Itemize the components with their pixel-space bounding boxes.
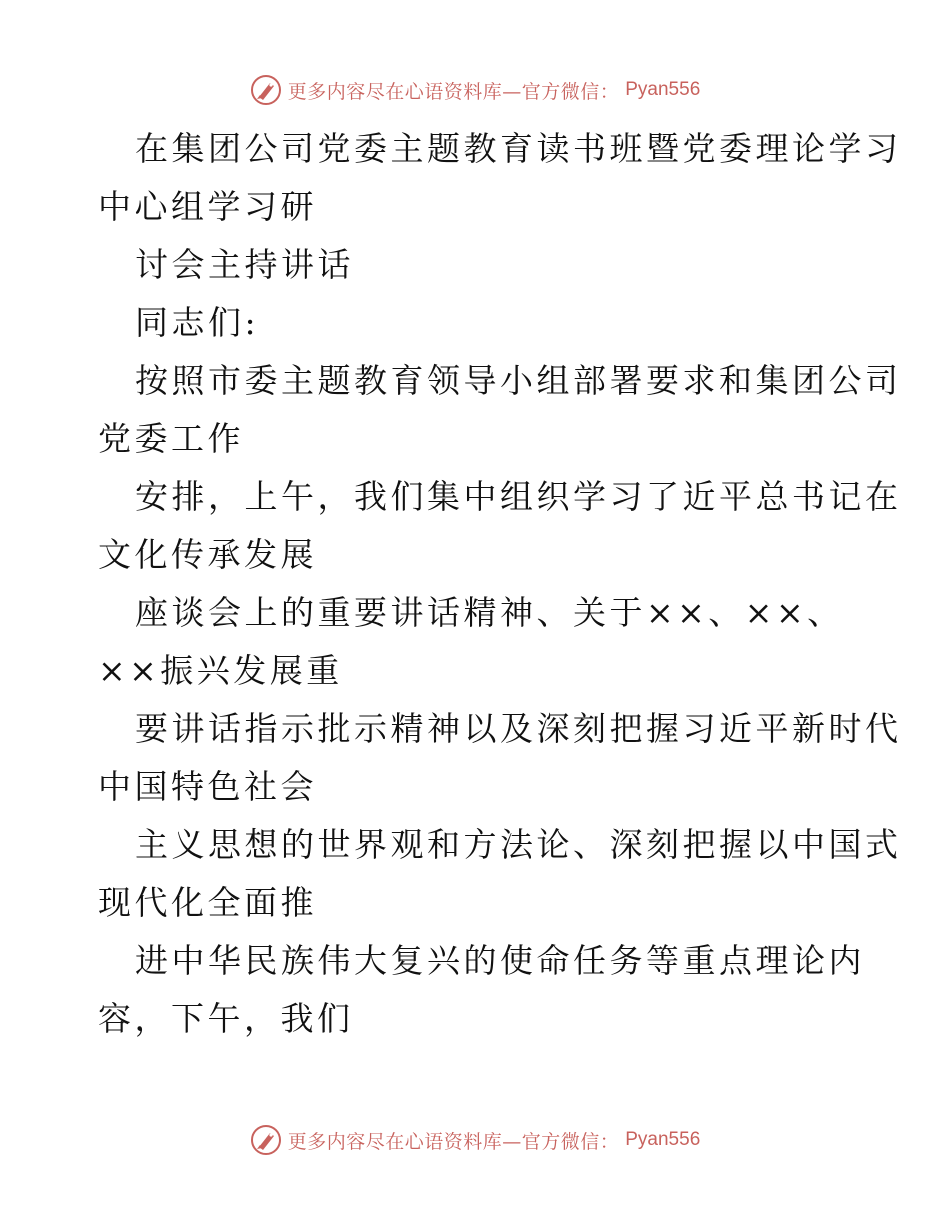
paragraph-line: 党委工作 [98,419,244,458]
watermark-id: Pyan556 [625,79,701,100]
watermark-text: 更多内容尽在心语资料库—官方微信： [287,80,620,103]
paragraph [98,294,858,352]
footer-watermark [0,1120,950,1160]
pen-nib-icon [250,74,282,106]
document-body [98,120,902,1048]
paragraph-line: 座谈会上的重要讲话精神、关于××、××、 [135,593,844,632]
paragraph [98,816,902,932]
header-watermark [0,70,950,110]
paragraph-line: 文化传承发展 [98,535,317,574]
paragraph-line: 要讲话指示批示精神以及深刻把握习近平新时代 [135,709,902,748]
paragraph-line: 讨会主持讲话 [135,245,354,284]
paragraph-line: 在集团公司党委主题教育读书班暨党委理论学习 [135,129,902,168]
paragraph [98,700,902,816]
watermark-id: Pyan556 [625,1129,701,1150]
paragraph-line: 同志们: [135,303,260,342]
paragraph-line: 容，下午，我们 [98,999,354,1038]
paragraph-line: 中心组学习研 [98,187,317,226]
paragraph-line: 安排，上午，我们集中组织学习了近平总书记在 [135,477,902,516]
paragraph-line: ××振兴发展重 [98,651,343,690]
watermark-text: 更多内容尽在心语资料库—官方微信： [287,1130,620,1153]
paragraph-line: 进中华民族伟大复兴的使命任务等重点理论内 [135,941,865,980]
paragraph [98,236,858,294]
paragraph [98,120,902,236]
paragraph-line: 中国特色社会 [98,767,317,806]
paragraph [98,584,858,700]
pen-nib-icon [250,1124,282,1156]
paragraph [98,468,902,584]
paragraph-line: 现代化全面推 [98,883,317,922]
paragraph-line: 主义思想的世界观和方法论、深刻把握以中国式 [135,825,902,864]
paragraph [98,352,902,468]
paragraph [98,932,865,1048]
paragraph-line: 按照市委主题教育领导小组部署要求和集团公司 [135,361,902,400]
